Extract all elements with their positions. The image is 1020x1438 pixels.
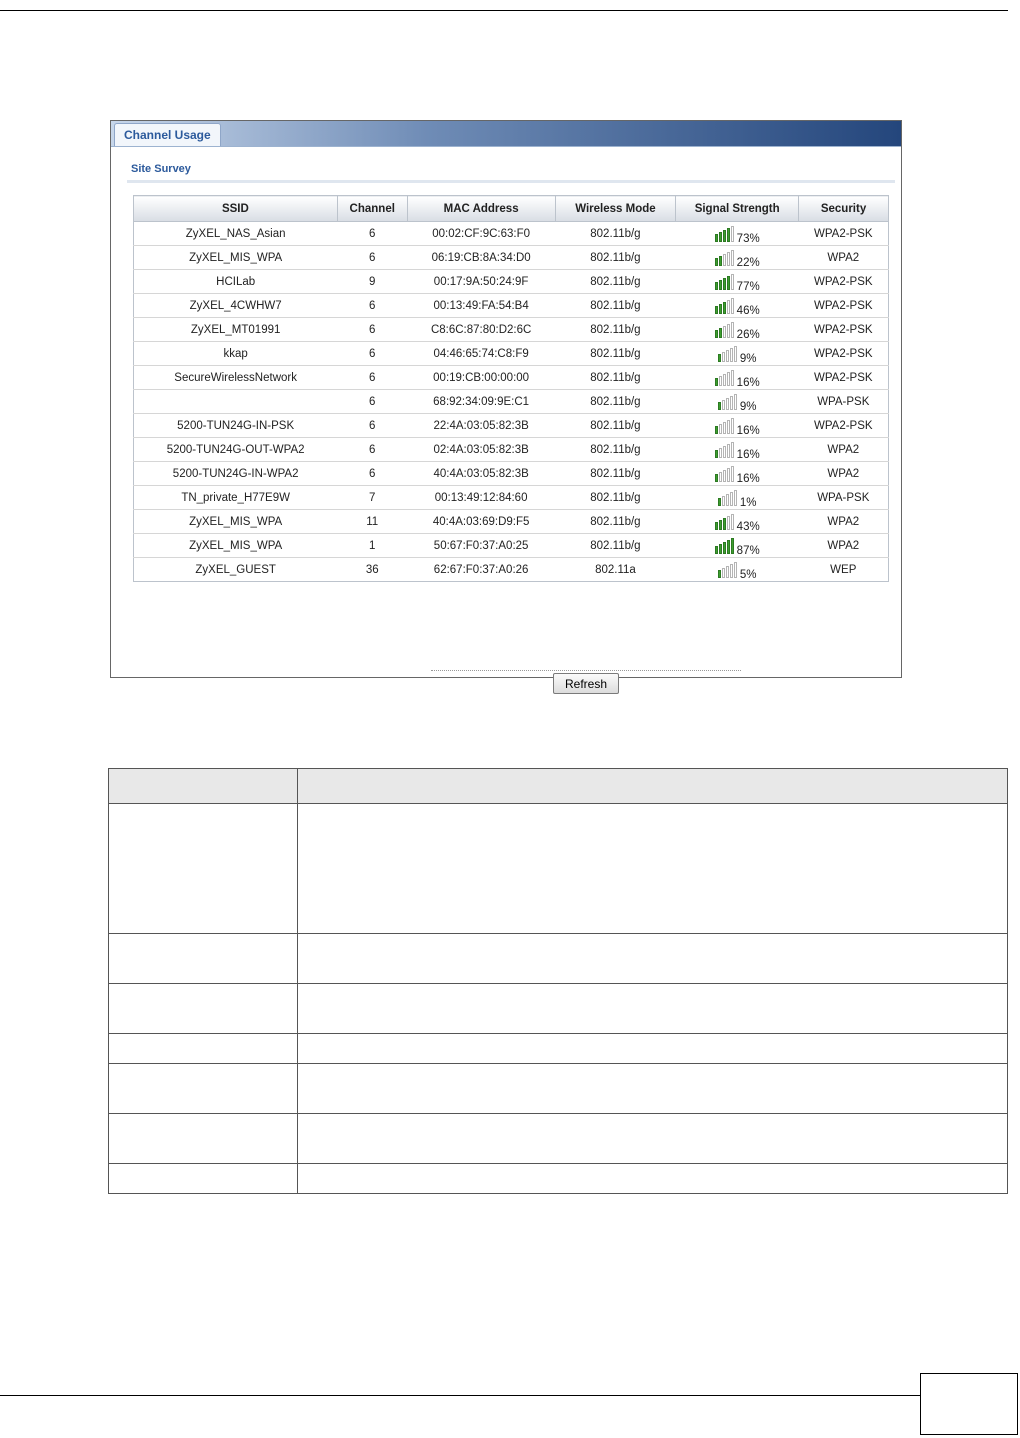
signal-bars-icon — [715, 322, 735, 338]
signal-bar — [734, 490, 737, 506]
signal-bar — [715, 522, 718, 530]
cell-ssid: 5200-TUN24G-IN-WPA2 — [134, 462, 338, 486]
table-row[interactable] — [134, 510, 889, 534]
signal-percent: 16% — [736, 424, 760, 437]
cell-mac-address: C8:6C:87:80:D2:6C — [407, 318, 555, 342]
signal-bars-icon — [715, 466, 735, 482]
cell-signal-strength — [676, 366, 799, 390]
table-row[interactable] — [134, 222, 889, 246]
signal-bar — [730, 396, 733, 410]
signal-bar — [723, 278, 726, 290]
signal-bar — [731, 298, 734, 314]
cell-signal-strength — [676, 390, 799, 414]
cell-signal-strength — [676, 462, 799, 486]
signal-bar — [727, 444, 730, 458]
column-header-signal-strength[interactable]: Signal Strength — [676, 196, 799, 222]
cell-channel: 9 — [337, 270, 407, 294]
signal-bar — [715, 282, 718, 290]
table-row[interactable] — [134, 366, 889, 390]
signal-bar — [723, 518, 726, 530]
cell-wireless-mode: 802.11b/g — [555, 510, 676, 534]
signal-percent: 46% — [736, 304, 760, 317]
panel-body — [111, 146, 901, 691]
cell-mac-address: 02:4A:03:05:82:3B — [407, 438, 555, 462]
cell-channel: 6 — [337, 222, 407, 246]
cell-wireless-mode: 802.11b/g — [555, 462, 676, 486]
signal-bars-icon — [715, 274, 735, 290]
cell-ssid: ZyXEL_NAS_Asian — [134, 222, 338, 246]
signal-bar — [722, 352, 725, 362]
cell-signal-strength — [676, 414, 799, 438]
signal-bar — [719, 256, 722, 266]
signal-bar — [731, 250, 734, 266]
column-header-channel[interactable]: Channel — [337, 196, 407, 222]
cell-ssid: ZyXEL_MT01991 — [134, 318, 338, 342]
cell-signal-strength — [676, 318, 799, 342]
cell-mac-address: 62:67:F0:37:A0:26 — [407, 558, 555, 582]
cell-ssid — [134, 390, 338, 414]
table-header-row — [134, 196, 889, 222]
table-row[interactable] — [134, 414, 889, 438]
signal-bar — [726, 494, 729, 506]
cell-security: WPA-PSK — [799, 390, 889, 414]
signal-percent: 26% — [736, 328, 760, 341]
signal-bar — [722, 568, 725, 578]
cell-wireless-mode: 802.11b/g — [555, 438, 676, 462]
signal-bar — [727, 300, 730, 314]
description-header-description — [297, 769, 1007, 804]
signal-bar — [731, 370, 734, 386]
table-row[interactable] — [134, 486, 889, 510]
signal-bar — [719, 304, 722, 314]
description-row — [109, 1164, 1008, 1194]
signal-bar — [726, 566, 729, 578]
cell-signal-strength — [676, 342, 799, 366]
cell-security: WPA2-PSK — [799, 342, 889, 366]
cell-signal-strength — [676, 438, 799, 462]
cell-ssid: 5200-TUN24G-IN-PSK — [134, 414, 338, 438]
signal-bars-icon — [718, 346, 738, 362]
cell-wireless-mode: 802.11b/g — [555, 246, 676, 270]
signal-bar — [715, 450, 718, 458]
signal-bar — [727, 420, 730, 434]
cell-mac-address: 40:4A:03:69:D9:F5 — [407, 510, 555, 534]
page-number-box — [920, 1373, 1018, 1435]
signal-bar — [727, 468, 730, 482]
signal-percent: 5% — [739, 568, 757, 581]
signal-bars-icon — [718, 394, 738, 410]
signal-bar — [723, 470, 726, 482]
description-row — [109, 1034, 1008, 1064]
signal-bar — [731, 514, 734, 530]
table-row[interactable] — [134, 342, 889, 366]
cell-channel: 6 — [337, 438, 407, 462]
table-row[interactable] — [134, 318, 889, 342]
cell-wireless-mode: 802.11b/g — [555, 390, 676, 414]
signal-bars-icon — [715, 298, 735, 314]
cell-security: WPA2-PSK — [799, 222, 889, 246]
signal-bar — [723, 230, 726, 242]
cell-mac-address: 06:19:CB:8A:34:D0 — [407, 246, 555, 270]
signal-percent: 9% — [739, 352, 757, 365]
signal-percent: 87% — [736, 544, 760, 557]
cell-ssid: TN_private_H77E9W — [134, 486, 338, 510]
cell-channel: 6 — [337, 462, 407, 486]
cell-mac-address: 50:67:F0:37:A0:25 — [407, 534, 555, 558]
signal-percent: 16% — [736, 448, 760, 461]
signal-bar — [723, 542, 726, 554]
signal-bars-icon — [715, 370, 735, 386]
cell-channel: 7 — [337, 486, 407, 510]
signal-bar — [731, 442, 734, 458]
signal-bar — [719, 520, 722, 530]
signal-bar — [727, 516, 730, 530]
signal-percent: 1% — [739, 496, 757, 509]
cell-channel: 36 — [337, 558, 407, 582]
cell-security: WPA2-PSK — [799, 270, 889, 294]
cell-signal-strength — [676, 222, 799, 246]
section-divider — [127, 180, 895, 183]
signal-bar — [731, 226, 734, 242]
cell-ssid: ZyXEL_MIS_WPA — [134, 510, 338, 534]
signal-bar — [723, 254, 726, 266]
signal-bar — [731, 274, 734, 290]
signal-bar — [731, 538, 734, 554]
cell-channel: 6 — [337, 414, 407, 438]
cell-wireless-mode: 802.11b/g — [555, 318, 676, 342]
button-divider — [431, 670, 741, 671]
signal-bar — [727, 228, 730, 242]
signal-bar — [719, 424, 722, 434]
cell-channel: 6 — [337, 390, 407, 414]
cell-security: WPA2-PSK — [799, 366, 889, 390]
table-row[interactable] — [134, 534, 889, 558]
cell-wireless-mode: 802.11a — [555, 558, 676, 582]
signal-percent: 77% — [736, 280, 760, 293]
cell-ssid: ZyXEL_MIS_WPA — [134, 246, 338, 270]
signal-bars-icon — [715, 538, 735, 554]
cell-wireless-mode: 802.11b/g — [555, 294, 676, 318]
signal-bar — [719, 472, 722, 482]
cell-ssid: kkap — [134, 342, 338, 366]
signal-bars-icon — [715, 514, 735, 530]
table-row[interactable] — [134, 390, 889, 414]
signal-bar — [734, 562, 737, 578]
site-survey-rows — [134, 222, 889, 582]
signal-bar — [719, 448, 722, 458]
cell-wireless-mode: 802.11b/g — [555, 342, 676, 366]
table-row[interactable] — [134, 270, 889, 294]
signal-bar — [730, 564, 733, 578]
signal-bar — [727, 324, 730, 338]
column-header-security[interactable]: Security — [799, 196, 889, 222]
signal-bar — [722, 400, 725, 410]
cell-security: WPA2 — [799, 462, 889, 486]
description-row — [109, 1064, 1008, 1114]
cell-channel: 6 — [337, 246, 407, 270]
cell-wireless-mode: 802.11b/g — [555, 270, 676, 294]
page-bottom-rule — [0, 1395, 922, 1396]
cell-channel: 11 — [337, 510, 407, 534]
signal-bar — [723, 446, 726, 458]
cell-channel: 6 — [337, 342, 407, 366]
signal-bar — [727, 540, 730, 554]
site-survey-table — [133, 195, 889, 582]
cell-ssid: HCILab — [134, 270, 338, 294]
cell-channel: 6 — [337, 318, 407, 342]
signal-bar — [718, 570, 721, 578]
cell-wireless-mode: 802.11b/g — [555, 414, 676, 438]
signal-percent: 16% — [736, 472, 760, 485]
signal-bar — [731, 466, 734, 482]
cell-mac-address: 04:46:65:74:C8:F9 — [407, 342, 555, 366]
signal-bar — [718, 402, 721, 410]
signal-bar — [730, 492, 733, 506]
description-row — [109, 1114, 1008, 1164]
table-row[interactable] — [134, 438, 889, 462]
cell-ssid: 5200-TUN24G-OUT-WPA2 — [134, 438, 338, 462]
signal-bar — [726, 398, 729, 410]
cell-wireless-mode: 802.11b/g — [555, 534, 676, 558]
signal-bars-icon — [715, 442, 735, 458]
signal-bar — [726, 350, 729, 362]
table-row[interactable] — [134, 558, 889, 582]
description-table — [108, 768, 1008, 1194]
cell-security: WPA-PSK — [799, 486, 889, 510]
cell-security: WPA2 — [799, 246, 889, 270]
cell-signal-strength — [676, 510, 799, 534]
channel-usage-panel — [110, 120, 902, 691]
cell-ssid: ZyXEL_GUEST — [134, 558, 338, 582]
signal-bar — [734, 394, 737, 410]
description-header-label — [109, 769, 298, 804]
signal-bars-icon — [718, 562, 738, 578]
cell-mac-address: 00:17:9A:50:24:9F — [407, 270, 555, 294]
cell-security: WPA2-PSK — [799, 318, 889, 342]
cell-mac-address: 22:4A:03:05:82:3B — [407, 414, 555, 438]
signal-percent: 9% — [739, 400, 757, 413]
signal-bar — [718, 498, 721, 506]
cell-signal-strength — [676, 246, 799, 270]
cell-channel: 6 — [337, 294, 407, 318]
signal-bar — [734, 346, 737, 362]
cell-ssid: ZyXEL_MIS_WPA — [134, 534, 338, 558]
signal-bar — [723, 302, 726, 314]
column-header-mac-address[interactable]: MAC Address — [407, 196, 555, 222]
cell-security: WEP — [799, 558, 889, 582]
table-row[interactable] — [134, 294, 889, 318]
cell-mac-address: 40:4A:03:05:82:3B — [407, 462, 555, 486]
signal-bar — [719, 544, 722, 554]
description-header-row — [109, 769, 1008, 804]
signal-bar — [730, 348, 733, 362]
cell-wireless-mode: 802.11b/g — [555, 486, 676, 510]
signal-bars-icon — [715, 250, 735, 266]
signal-bar — [731, 418, 734, 434]
signal-bar — [719, 376, 722, 386]
table-row[interactable] — [134, 462, 889, 486]
signal-bar — [722, 496, 725, 506]
cell-mac-address: 68:92:34:09:9E:C1 — [407, 390, 555, 414]
column-header-wireless-mode[interactable]: Wireless Mode — [555, 196, 676, 222]
refresh-button[interactable]: Refresh — [553, 673, 619, 694]
cell-security: WPA2 — [799, 510, 889, 534]
signal-bar — [727, 276, 730, 290]
cell-ssid: ZyXEL_4CWHW7 — [134, 294, 338, 318]
cell-signal-strength — [676, 534, 799, 558]
signal-bar — [718, 354, 721, 362]
cell-mac-address: 00:19:CB:00:00:00 — [407, 366, 555, 390]
signal-percent: 22% — [736, 256, 760, 269]
cell-channel: 1 — [337, 534, 407, 558]
signal-percent: 43% — [736, 520, 760, 533]
cell-ssid: SecureWirelessNetwork — [134, 366, 338, 390]
tab-channel-usage[interactable]: Channel Usage — [114, 123, 221, 146]
signal-bar — [715, 426, 718, 434]
cell-signal-strength — [676, 270, 799, 294]
signal-bar — [715, 258, 718, 266]
cell-channel: 6 — [337, 366, 407, 390]
signal-bar — [719, 328, 722, 338]
signal-bar — [715, 378, 718, 386]
description-row — [109, 804, 1008, 934]
signal-bar — [715, 330, 718, 338]
signal-bar — [719, 280, 722, 290]
description-row — [109, 934, 1008, 984]
signal-bar — [723, 326, 726, 338]
signal-bar — [715, 306, 718, 314]
signal-bar — [719, 232, 722, 242]
section-title-site-survey: Site Survey — [131, 163, 191, 175]
signal-bar — [731, 322, 734, 338]
cell-security: WPA2 — [799, 534, 889, 558]
cell-signal-strength — [676, 558, 799, 582]
cell-mac-address: 00:13:49:FA:54:B4 — [407, 294, 555, 318]
column-header-ssid[interactable]: SSID — [134, 196, 338, 222]
signal-bar — [723, 422, 726, 434]
cell-wireless-mode: 802.11b/g — [555, 222, 676, 246]
signal-bars-icon — [718, 490, 738, 506]
signal-percent: 73% — [736, 232, 760, 245]
cell-security: WPA2-PSK — [799, 414, 889, 438]
signal-bar — [727, 252, 730, 266]
cell-signal-strength — [676, 294, 799, 318]
signal-bar — [715, 546, 718, 554]
panel-header — [111, 121, 901, 146]
cell-security: WPA2 — [799, 438, 889, 462]
signal-bar — [715, 234, 718, 242]
signal-bar — [723, 374, 726, 386]
cell-security: WPA2-PSK — [799, 294, 889, 318]
cell-mac-address: 00:13:49:12:84:60 — [407, 486, 555, 510]
description-row — [109, 984, 1008, 1034]
signal-bars-icon — [715, 418, 735, 434]
cell-signal-strength — [676, 486, 799, 510]
cell-wireless-mode: 802.11b/g — [555, 366, 676, 390]
signal-percent: 16% — [736, 376, 760, 389]
page-top-rule — [0, 10, 1008, 11]
cell-mac-address: 00:02:CF:9C:63:F0 — [407, 222, 555, 246]
signal-bars-icon — [715, 226, 735, 242]
signal-bar — [727, 372, 730, 386]
table-row[interactable] — [134, 246, 889, 270]
signal-bar — [715, 474, 718, 482]
